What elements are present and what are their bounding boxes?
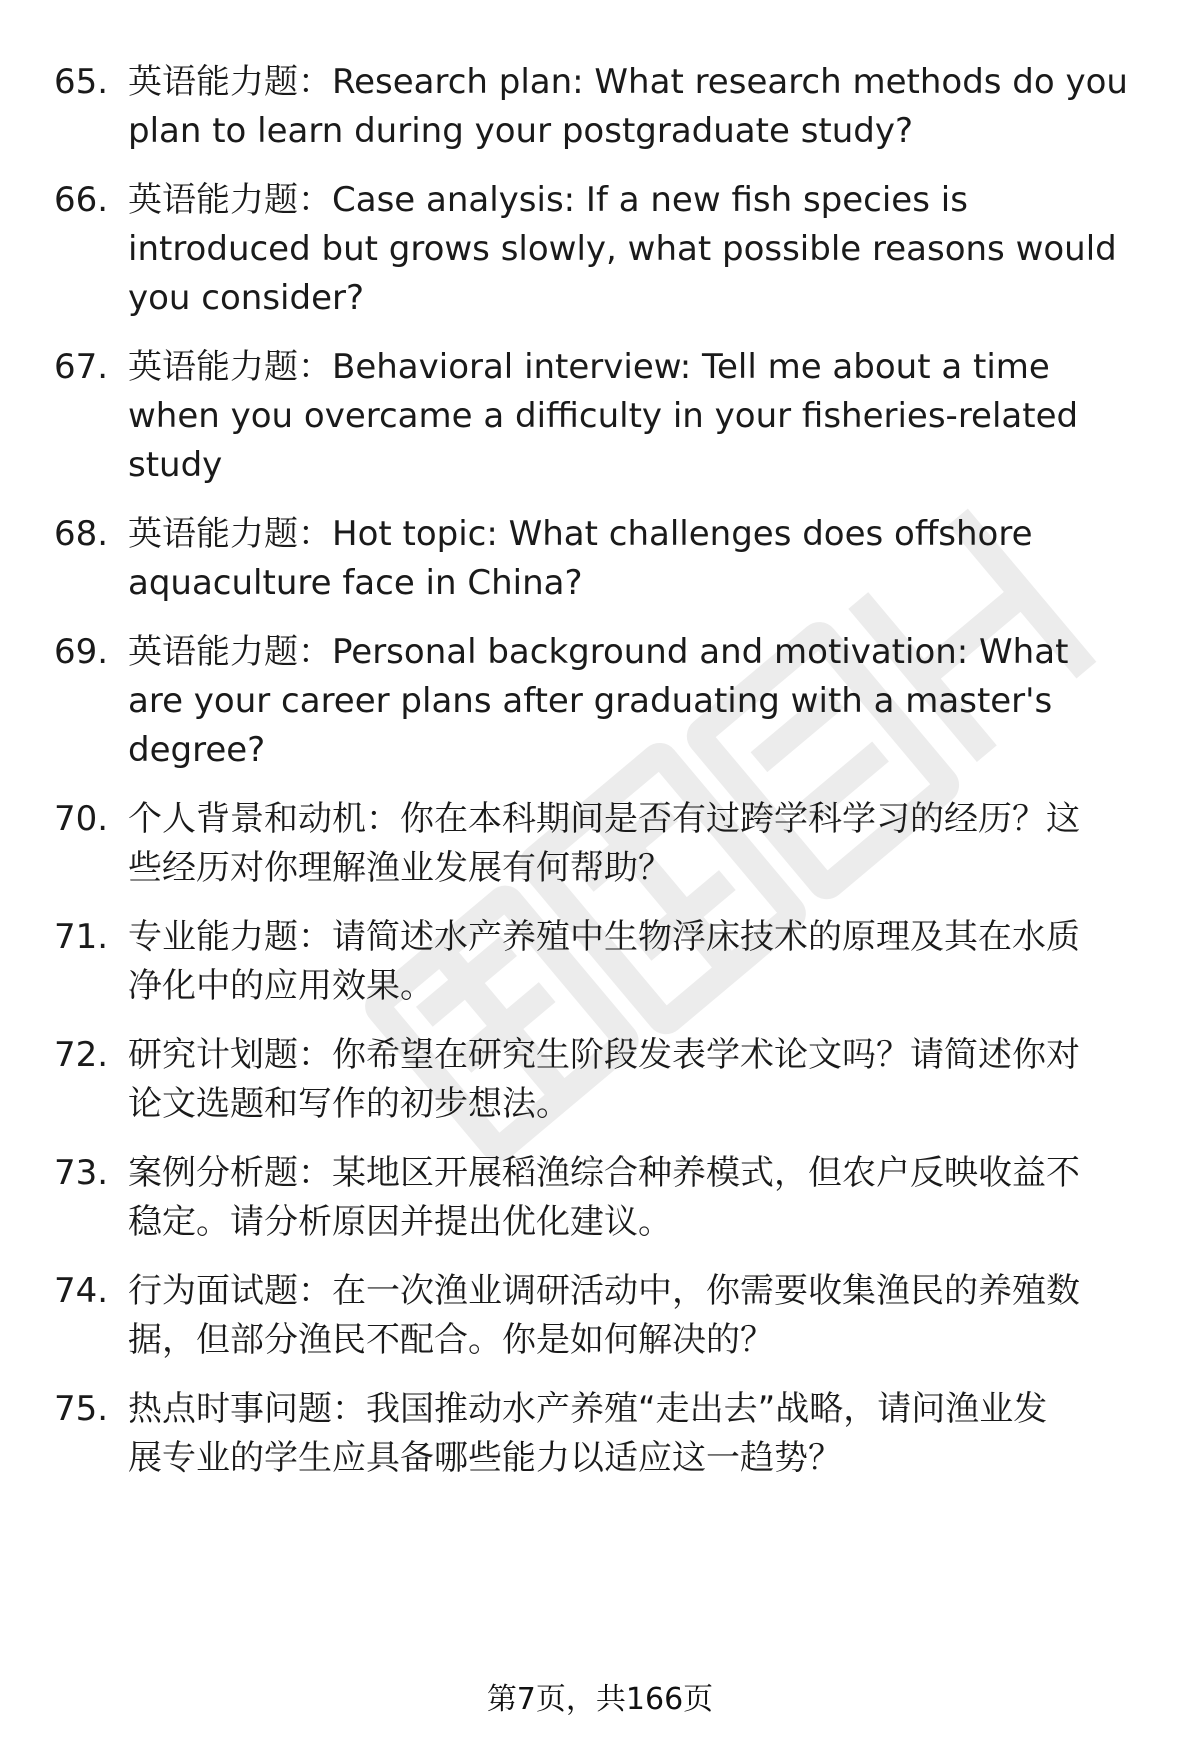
question-text: 英语能力题：Personal background and motivation: What are your career plans after graduating with a master's degree? [128,632,1069,770]
question-item-73 [54,1149,1154,1247]
question-number: 67. [54,347,109,387]
question-number: 66. [54,180,109,220]
question-item-70 [54,795,1154,893]
question-number: 74. [54,1271,109,1311]
question-item-69 [54,628,1154,775]
question-number: 70. [54,799,109,839]
question-item-66 [54,176,1154,323]
question-item-68 [54,510,1154,608]
question-number: 71. [54,917,109,957]
question-text: 英语能力题：Behavioral interview: Tell me about a time when you overcame a difficulty in your fisheries-related study [128,347,1079,485]
question-number: 69. [54,632,109,672]
question-text: 行为面试题：在一次渔业调研活动中，你需要收集渔民的养殖数 据，但部分渔民不配合。你是如何解决的？ [128,1271,1080,1360]
question-number: 75. [54,1389,109,1429]
question-item-71 [54,913,1154,1011]
question-text: 案例分析题：某地区开展稻渔综合种养模式，但农户反映收益不 稳定。请分析原因并提出优化建议。 [128,1153,1080,1242]
question-text: 英语能力题：Research plan: What research methods do you plan to learn during your postgraduate study? [128,62,1128,151]
question-number: 73. [54,1153,109,1193]
question-item-72 [54,1031,1154,1129]
question-text: 热点时事问题：我国推动水产养殖“走出去”战略，请问渔业发 展专业的学生应具备哪些能力以适应这一趋势？ [128,1389,1048,1478]
question-list [54,58,1154,1483]
question-text: 研究计划题：你希望在研究生阶段发表学术论文吗？请简述你对 论文选题和写作的初步想法。 [128,1035,1080,1124]
question-number: 68. [54,514,109,554]
question-text: 个人背景和动机：你在本科期间是否有过跨学科学习的经历？这 些经历对你理解渔业发展有何帮助？ [128,799,1080,888]
question-text: 英语能力题：Case analysis: If a new fish species is introduced but grows slowly, what possible reasons would you consider? [128,180,1117,318]
question-number: 65. [54,62,109,102]
question-text: 专业能力题：请简述水产养殖中生物浮床技术的原理及其在水质 净化中的应用效果。 [128,917,1080,1006]
question-item-67 [54,343,1154,490]
question-item-65 [54,58,1154,156]
page-number-footer: 第7页，共166页 [486,1682,714,1717]
question-number: 72. [54,1035,109,1075]
question-item-75 [54,1385,1154,1483]
question-item-74 [54,1267,1154,1365]
question-text: 英语能力题：Hot topic: What challenges does offshore aquaculture face in China? [128,514,1033,603]
